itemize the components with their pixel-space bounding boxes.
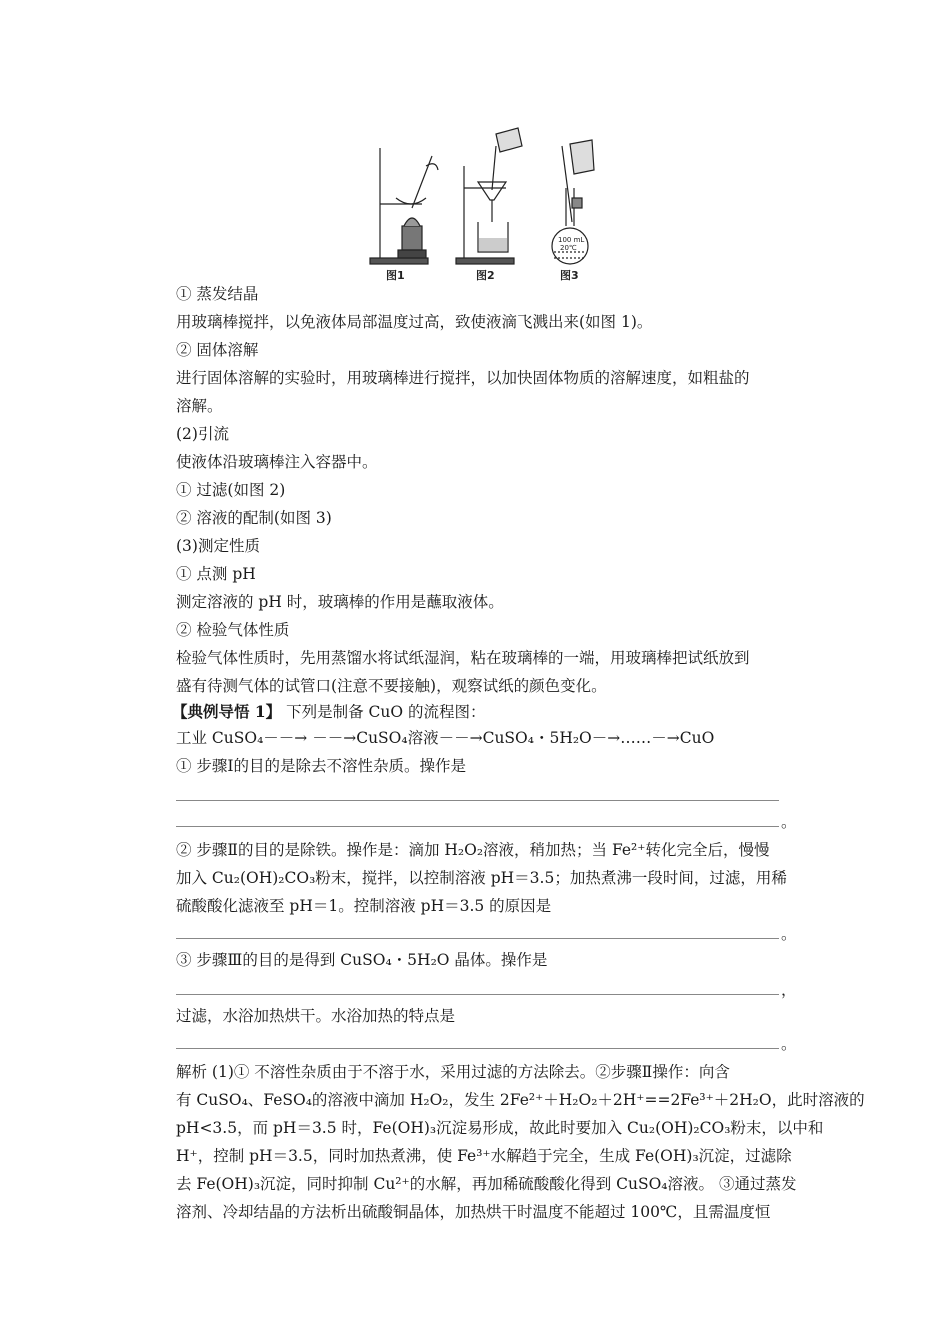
text-line: 溶剂、冷却结晶的方法析出硫酸铜晶体，加热烘干时温度不能超过 100℃，且需温度恒	[176, 1203, 771, 1221]
example-tag: 【典例导悟 1】	[172, 702, 282, 721]
answer-blank[interactable]	[176, 800, 779, 801]
text-line: ② 检验气体性质	[176, 621, 290, 639]
answer-blank[interactable]	[176, 826, 779, 827]
figure-1-evaporation	[370, 148, 438, 264]
text-line: 用玻璃棒搅拌，以免液体局部温度过高，致使液滴飞溅出来(如图 1)。	[176, 313, 653, 331]
punctuation: ，	[781, 981, 797, 999]
text-line: 加入 Cu₂(OH)₂CO₃粉末，搅拌，以控制溶液 pH＝3.5；加热煮沸一段时间，过滤，用稀	[176, 869, 787, 887]
example-text: 下列是制备 CuO 的流程图：	[281, 703, 486, 721]
figure-label-2: 图2	[476, 269, 495, 282]
text-line: 过滤，水浴加热烘干。水浴加热的特点是	[176, 1007, 456, 1025]
text-line: ② 固体溶解	[176, 341, 259, 359]
flow-line: 工业 CuSO₄－－→ －－→CuSO₄溶液－－→CuSO₄・5H₂O－→……－→CuO	[176, 729, 715, 747]
analysis-line: 解析 (1)① 不溶性杂质由于不溶于水，采用过滤的方法除去。②步骤Ⅱ操作：向含	[176, 1063, 730, 1081]
text-line: ① 过滤(如图 2)	[176, 481, 286, 499]
figure-2-filtration	[456, 128, 522, 264]
text-line: ① 点测 pH	[176, 565, 256, 583]
punctuation: 。	[781, 925, 797, 943]
figure-label-1: 图1	[386, 269, 405, 282]
text-line: pH<3.5，而 pH＝3.5 时，Fe(OH)₃沉淀易形成，故此时要加入 Cu₂(OH)₂CO₃粉末，以中和	[176, 1119, 824, 1137]
punctuation: 。	[781, 1035, 797, 1053]
text-line: ③ 步骤Ⅲ的目的是得到 CuSO₄・5H₂O 晶体。操作是	[176, 951, 548, 969]
text-line: 盛有待测气体的试管口(注意不要接触)，观察试纸的颜色变化。	[176, 677, 607, 695]
punctuation: 。	[781, 813, 797, 831]
text-line: H⁺，控制 pH＝3.5，同时加热煮沸，使 Fe³⁺水解趋于完全，生成 Fe(OH)₃沉淀，过滤除	[176, 1147, 792, 1165]
text-line: ② 溶液的配制(如图 3)	[176, 509, 332, 527]
text-line: 溶解。	[176, 397, 223, 415]
example-heading	[172, 702, 486, 722]
text-line: 去 Fe(OH)₃沉淀，同时抑制 Cu²⁺的水解，再加稀硫酸酸化得到 CuSO₄溶液。 ③通过蒸发	[176, 1175, 797, 1193]
lab-apparatus-figure	[366, 126, 596, 286]
text-line: 有 CuSO₄、FeSO₄的溶液中滴加 H₂O₂，发生 2Fe²⁺＋H₂O₂＋2H⁺==2Fe³⁺＋2H₂O，此时溶液的	[176, 1091, 865, 1109]
text-line: ① 步骤Ⅰ的目的是除去不溶性杂质。操作是	[176, 757, 467, 775]
answer-blank[interactable]	[176, 994, 779, 995]
text-line: 测定溶液的 pH 时，玻璃棒的作用是蘸取液体。	[176, 593, 504, 611]
text-line: (3)测定性质	[176, 537, 260, 555]
text-line: 硫酸酸化滤液至 pH＝1。控制溶液 pH＝3.5 的原因是	[176, 897, 552, 915]
answer-blank[interactable]	[176, 1048, 779, 1049]
text-line: ② 步骤Ⅱ的目的是除铁。操作是：滴加 H₂O₂溶液，稍加热；当 Fe²⁺转化完全后，慢慢	[176, 841, 770, 859]
text-line: 进行固体溶解的实验时，用玻璃棒进行搅拌，以加快固体物质的溶解速度，如粗盐的	[176, 369, 750, 387]
answer-blank[interactable]	[176, 938, 779, 939]
flask-volume-label: 100 mL	[558, 236, 585, 244]
text-line: 使液体沿玻璃棒注入容器中。	[176, 453, 378, 471]
text-line: 检验气体性质时，先用蒸馏水将试纸湿润，粘在玻璃棒的一端，用玻璃棒把试纸放到	[176, 649, 750, 667]
text-line: (2)引流	[176, 425, 229, 443]
flask-temp-label: 20℃	[560, 244, 577, 252]
figure-label-3: 图3	[560, 269, 579, 282]
text-line: ① 蒸发结晶	[176, 285, 259, 303]
